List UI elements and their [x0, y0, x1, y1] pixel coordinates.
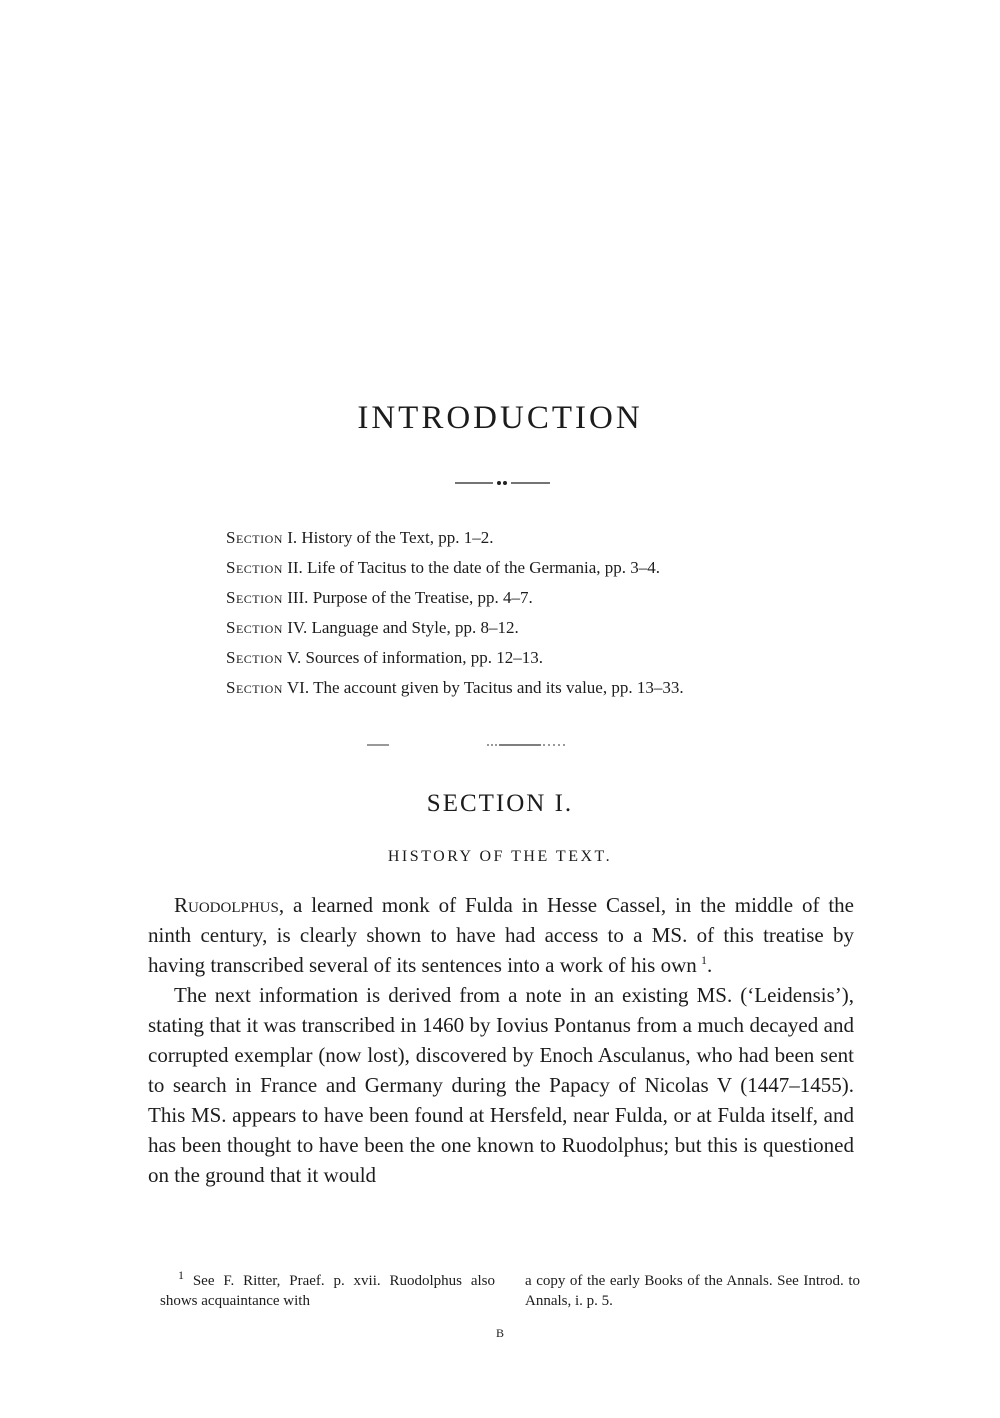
- toc-entry: [226, 523, 886, 553]
- toc-section-label: Section: [226, 618, 283, 637]
- toc-entry: [226, 613, 886, 643]
- paragraph-text: , a learned monk of Fulda in Hesse Cassel, in the middle of the ninth century, is clearly shown to have had access to a MS. of this treatise by having transcribed several of its sentences into a work of his own: [148, 893, 854, 977]
- body-text: [148, 890, 854, 1190]
- toc-section-numeral: VI.: [286, 678, 310, 697]
- toc-section-label: Section: [226, 558, 283, 577]
- footnote-marker: 1: [178, 1268, 184, 1282]
- toc-section-title: Sources of information, pp. 12–13.: [305, 648, 543, 667]
- footnote-ref: 1: [701, 953, 707, 967]
- toc-section-title: Language and Style, pp. 8–12.: [311, 618, 519, 637]
- toc-section-title: Purpose of the Treatise, pp. 4–7.: [312, 588, 533, 607]
- toc-entry: [226, 583, 886, 613]
- footnote-right-column: a copy of the early Books of the Annals. See Introd. to Annals, i. p. 5.: [525, 1273, 860, 1309]
- toc-section-numeral: I.: [287, 528, 298, 547]
- footnote-text: See F. Ritter, Praef. p. xvii. Ruodolphus also shows acquaintance with: [160, 1273, 495, 1309]
- toc-section-title: Life of Tacitus to the date of the Germania, pp. 3–4.: [307, 558, 661, 577]
- paragraph-end: .: [707, 953, 713, 977]
- toc-section-label: Section: [226, 648, 283, 667]
- toc-section-numeral: II.: [287, 558, 303, 577]
- toc-entry: [226, 553, 886, 583]
- footnote-left-column: [160, 1268, 495, 1311]
- toc-section-label: Section: [226, 678, 283, 697]
- section-subheading: HISTORY OF THE TEXT.: [387, 848, 613, 865]
- toc-entry: [226, 673, 886, 703]
- page-title: INTRODUCTION: [357, 400, 643, 436]
- footnotes: [160, 1268, 860, 1311]
- toc-section-label: Section: [226, 588, 283, 607]
- toc-section-numeral: IV.: [287, 618, 308, 637]
- lead-name: Ruodolphus: [174, 893, 279, 917]
- paragraph: The next information is derived from a note in an existing MS. (‘Leidensis’), stating that it was transcribed in 1460 by Iovius Pontanus from a much decayed and corrupted exemplar (now lost), discovered by Enoch Asculanus, who had been sent to search in France and Germany during the Papacy of Nicolas V (1447–1455). This MS. appears to have been found at Hersfeld, near Fulda, or at Fulda itself, and has been thought to have been the one known to Ruodolphus; but this is questioned on the ground that it would: [148, 983, 854, 1187]
- table-of-contents: [226, 523, 886, 703]
- toc-section-label: Section: [226, 528, 283, 547]
- signature-mark: B: [495, 1326, 504, 1340]
- toc-section-title: History of the Text, pp. 1–2.: [301, 528, 494, 547]
- toc-section-numeral: III.: [287, 588, 309, 607]
- title-ornament: [455, 478, 550, 488]
- toc-section-title: The account given by Tacitus and its value, pp. 13–33.: [313, 678, 684, 697]
- paragraph: [148, 890, 854, 980]
- section-heading: SECTION I.: [426, 790, 574, 817]
- section-divider: [365, 741, 575, 749]
- toc-section-numeral: V.: [286, 648, 302, 667]
- toc-entry: [226, 643, 886, 673]
